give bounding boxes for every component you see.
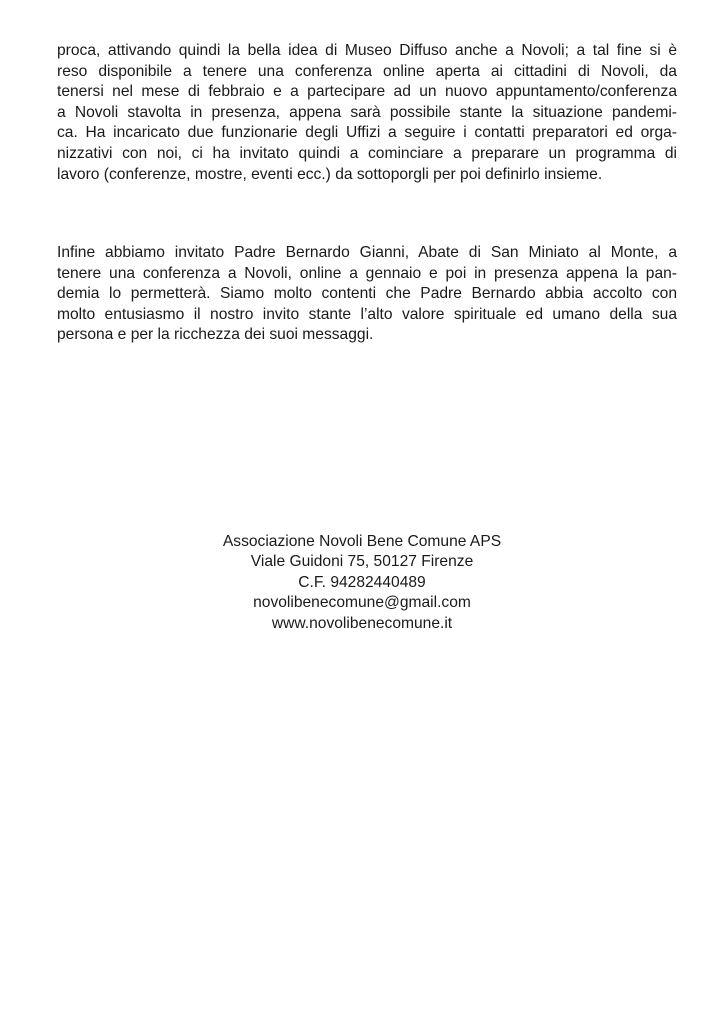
paragraph-line: a Novoli stavolta in presenza, appena sarà possibile stante la situazione pandemi- <box>57 103 677 121</box>
tax-code: C.F. 94282440489 <box>298 573 426 591</box>
email-address: novolibenecomune@gmail.com <box>253 594 471 612</box>
contact-footer <box>0 532 724 634</box>
paragraph-line: ca. Ha incaricato due funzionarie degli Uffizi a seguire i contatti preparatori ed orga- <box>57 124 677 142</box>
paragraph-line: molto entusiasmo il nostro invito stante l’alto valore spirituale ed umano della sua <box>57 305 677 323</box>
paragraph-line: proca, attivando quindi la bella idea di Museo Diffuso anche a Novoli; a tal fine si è <box>57 42 677 59</box>
paragraph-museo-diffuso <box>57 41 677 185</box>
website-url: www.novolibenecomune.it <box>271 614 453 632</box>
organization-name: Associazione Novoli Bene Comune APS <box>222 533 502 550</box>
paragraph-line: lavoro (conferenze, mostre, eventi ecc.) da sottoporgli per poi definirlo insieme. <box>57 165 603 183</box>
paragraph-line: tenersi nel mese di febbraio e a partecipare ad un nuovo appuntamento/conferenza <box>57 83 677 101</box>
paragraph-line: demia lo permetterà. Siamo molto contenti che Padre Bernardo abbia accolto con <box>57 285 677 303</box>
paragraph-line: reso disponibile a tenere una conferenza online aperta ai cittadini di Novoli, da <box>57 62 677 80</box>
paragraph-padre-bernardo <box>57 243 677 346</box>
paragraph-line: Infine abbiamo invitato Padre Bernardo Gianni, Abate di San Miniato al Monte, a <box>57 244 677 261</box>
paragraph-line: nizzativi con noi, ci ha invitato quindi a cominciare a preparare un programma di <box>57 144 677 162</box>
paragraph-line: persona e per la ricchezza dei suoi messaggi. <box>57 326 374 344</box>
paragraph-line: tenere una conferenza a Novoli, online a gennaio e poi in presenza appena la pan- <box>57 264 677 282</box>
postal-address: Viale Guidoni 75, 50127 Firenze <box>250 553 474 571</box>
